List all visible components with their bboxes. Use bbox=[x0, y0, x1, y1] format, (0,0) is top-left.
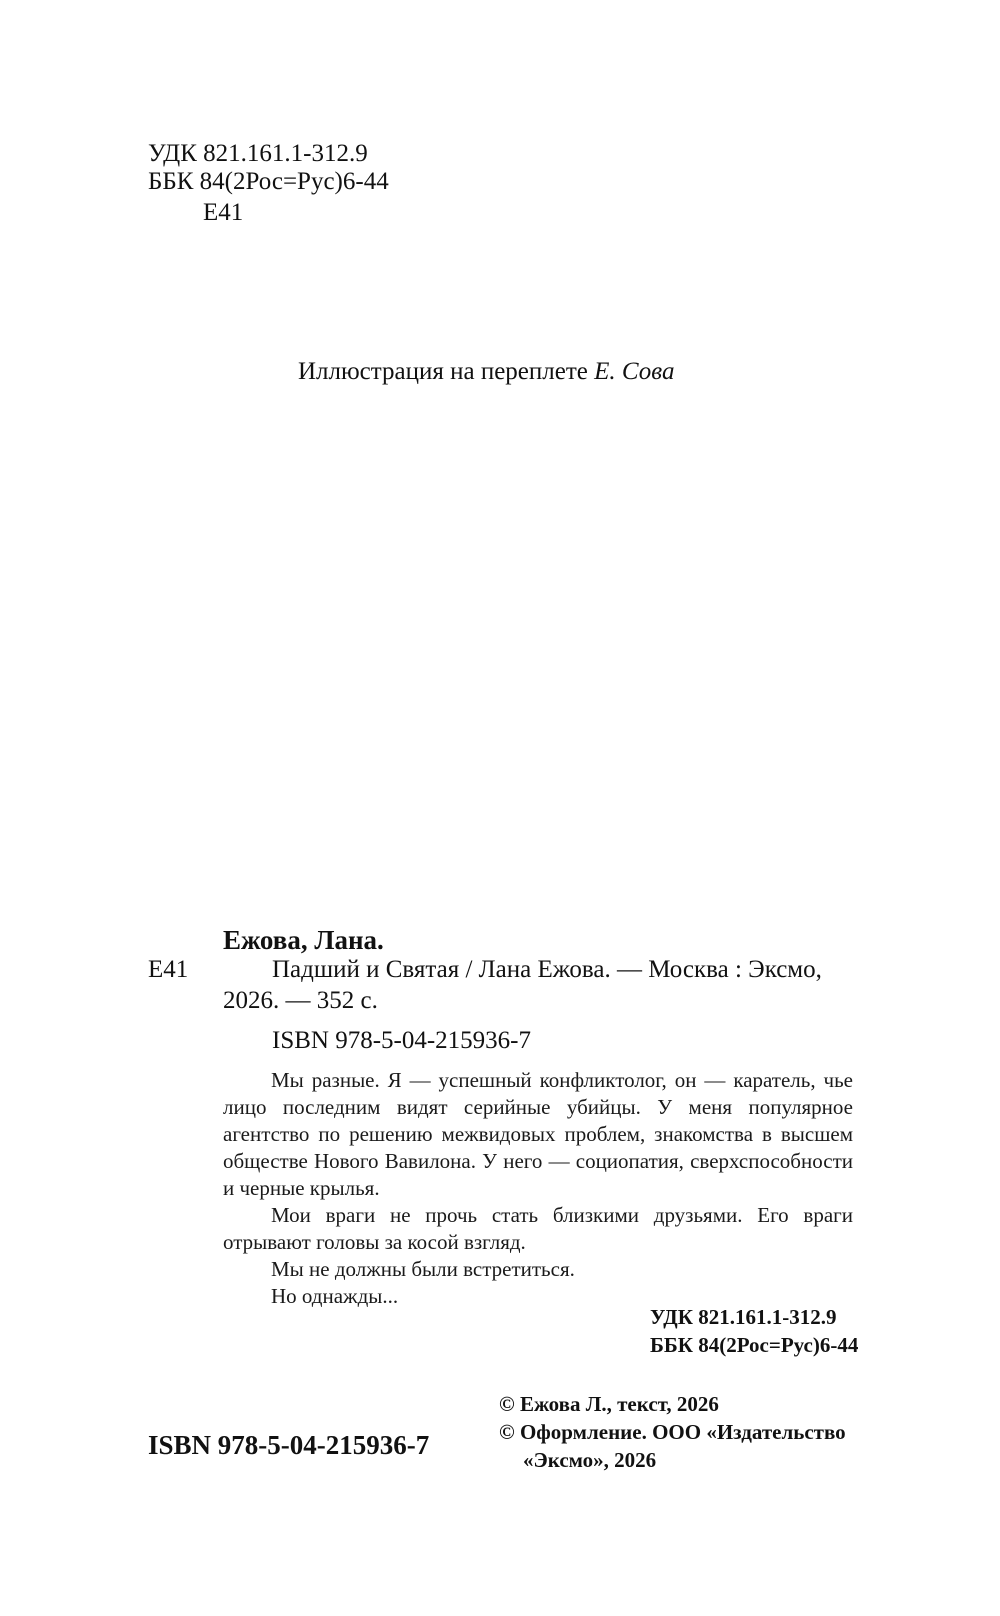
isbn-bottom: ISBN 978-5-04-215936-7 bbox=[148, 1430, 430, 1460]
illustration-label: Иллюстрация на переплете bbox=[298, 358, 588, 385]
catalog-biblio-line-2: 2026. — 352 с. bbox=[223, 987, 378, 1014]
annotation-paragraph: Но однажды... bbox=[271, 1284, 399, 1308]
catalog-biblio-line-1: Падший и Святая / Лана Ежова. — Москва : Эксмо, bbox=[272, 956, 822, 983]
catalog-author-mark: Е41 bbox=[148, 956, 189, 983]
annotation-paragraph: Мы разные. Я — успешный конфликтолог, он — каратель, чье лицо последним видят серийные убийцы. У меня популярное агентство по решению межвидовых проблем, знакомства в высшем обществе Нового Вавилона. У него — социопатия, сверхспособности и черные крылья. bbox=[223, 1068, 853, 1200]
illustration-credit bbox=[298, 357, 674, 387]
annotation-paragraph: Мы не должны были встретиться. bbox=[271, 1257, 575, 1281]
copyright-design: © Оформление. ООО «Издательство bbox=[499, 1420, 846, 1444]
author-mark-top: Е41 bbox=[203, 199, 244, 226]
annotation-paragraph: Мои враги не прочь стать близкими друзьями. Его враги отрывают головы за косой взгляд. bbox=[223, 1203, 853, 1254]
udk-code-bottom: УДК 821.161.1-312.9 bbox=[650, 1305, 837, 1329]
copyright-design-cont: «Эксмо», 2026 bbox=[523, 1448, 657, 1472]
catalog-isbn: ISBN 978-5-04-215936-7 bbox=[272, 1027, 532, 1054]
bbk-code-bottom: ББК 84(2Рос=Рус)6-44 bbox=[650, 1333, 859, 1357]
catalog-author: Ежова, Лана. bbox=[223, 925, 384, 955]
copyright-text: © Ежова Л., текст, 2026 bbox=[499, 1392, 719, 1416]
illustrator-name: Е. Сова bbox=[594, 358, 675, 385]
bbk-code-top: ББК 84(2Рос=Рус)6-44 bbox=[148, 168, 389, 195]
annotation bbox=[223, 1067, 853, 1310]
udk-code-top: УДК 821.161.1-312.9 bbox=[148, 140, 368, 167]
